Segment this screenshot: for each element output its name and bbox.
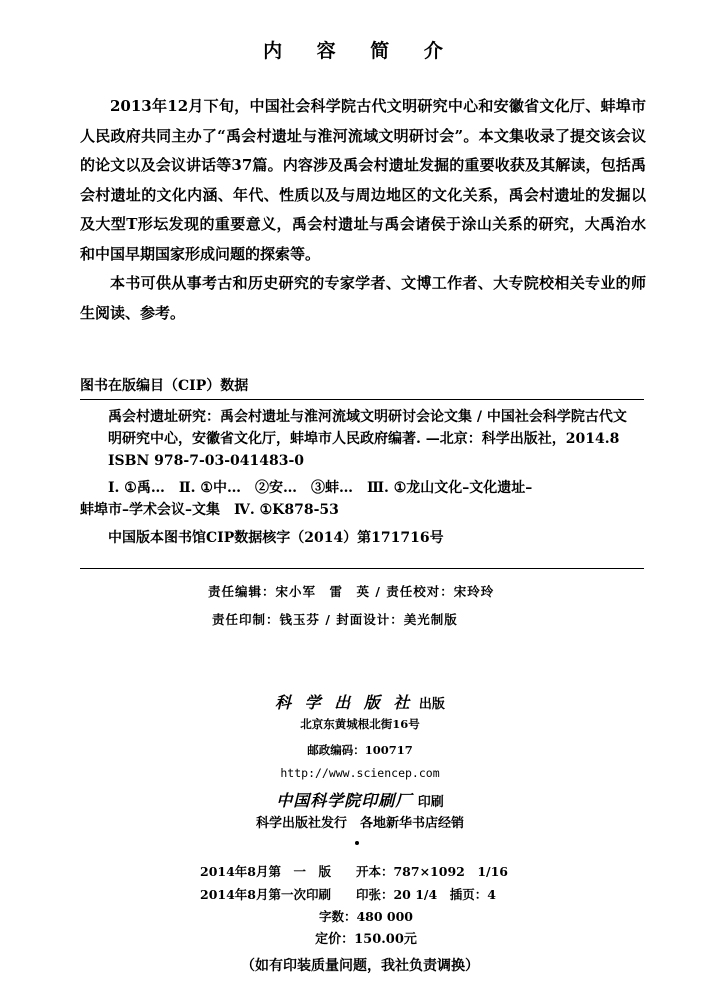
cip-classification-line: Ⅰ. ①禹… Ⅱ. ①中… ②安… ③蚌… Ⅲ. ①龙山文化–文化遗址– bbox=[108, 480, 533, 496]
cip-isbn: ISBN 978-7-03-041483-0 bbox=[108, 453, 305, 469]
word-count: 字数：480 000 bbox=[318, 909, 414, 924]
abstract bbox=[80, 92, 646, 328]
printer-line bbox=[0, 788, 720, 811]
cip-classification-line: 蚌埠市–学术会议–文集 Ⅳ. ①K878-53 bbox=[80, 502, 339, 518]
divider bbox=[80, 399, 644, 400]
credits-line: 责任编辑：宋小军 雷 英 / 责任校对：宋玲玲 bbox=[208, 584, 495, 599]
cip-bibliographic-record: 禹会村遗址研究：禹会村遗址与淮河流域文明研讨会论文集 / 中国社会科学院古代文明研究中心，安徽省文化厅，蚌埠市人民政府编著. —北京：科学出版社，2014.8 bbox=[108, 409, 627, 447]
separator-dot bbox=[355, 841, 359, 845]
abstract-paragraph: 本书可供从事考古和历史研究的专家学者、文博工作者、大专院校相关专业的师生阅读、参考。 bbox=[80, 274, 646, 322]
quality-notice: （如有印装质量问题，我社负责调换） bbox=[241, 958, 479, 974]
cip-heading: 图书在版编目（CIP）数据 bbox=[80, 378, 249, 394]
abstract-paragraph: 2013年12月下旬，中国社会科学院古代文明研究中心和安徽省文化厅、蚌埠市人民政府共同主办了“禹会村遗址与淮河流域文明研讨会”。本文集收录了提交该会议的论文以及会议讲话等37篇。内容涉及禹会村遗址发掘的重要收获及其解读，包括禹会村遗址的文化内涵、年代、性质以及与周边地区的文化关系，禹会村遗址的发掘以及大型T形坛发现的重要意义，禹会村遗址与禹会诸侯于涂山关系的研究，大禹治水和中国早期国家形成问题的探索等。 bbox=[80, 97, 646, 263]
printer-name: 中国科学院印刷厂 bbox=[276, 791, 413, 810]
divider bbox=[80, 568, 644, 569]
printing-line: 2014年8月第一次印刷 印张：20 1/4 插页：4 bbox=[200, 887, 496, 902]
publisher-postcode: 邮政编码：100717 bbox=[307, 743, 413, 757]
credits-line: 责任印制：钱玉芬 / 封面设计：美光制版 bbox=[212, 612, 458, 627]
cip-record bbox=[80, 406, 640, 549]
distribution-line: 科学出版社发行 各地新华书店经销 bbox=[255, 816, 464, 831]
cip-number: 中国版本图书馆CIP数据核字（2014）第171716号 bbox=[108, 530, 444, 546]
price: 定价：150.00元 bbox=[315, 932, 417, 947]
page-title: 内 容 简 介 bbox=[263, 40, 457, 62]
publisher-action: 出版 bbox=[418, 697, 445, 712]
edition-line: 2014年8月第 一 版 开本：787×1092 1/16 bbox=[200, 864, 509, 879]
printer-action: 印刷 bbox=[417, 795, 444, 810]
publisher-url: http://www.sciencep.com bbox=[280, 766, 440, 780]
publisher-line bbox=[0, 690, 720, 713]
publisher-name: 科 学 出 版 社 bbox=[275, 693, 414, 712]
publisher-address: 北京东黄城根北街16号 bbox=[300, 717, 420, 731]
